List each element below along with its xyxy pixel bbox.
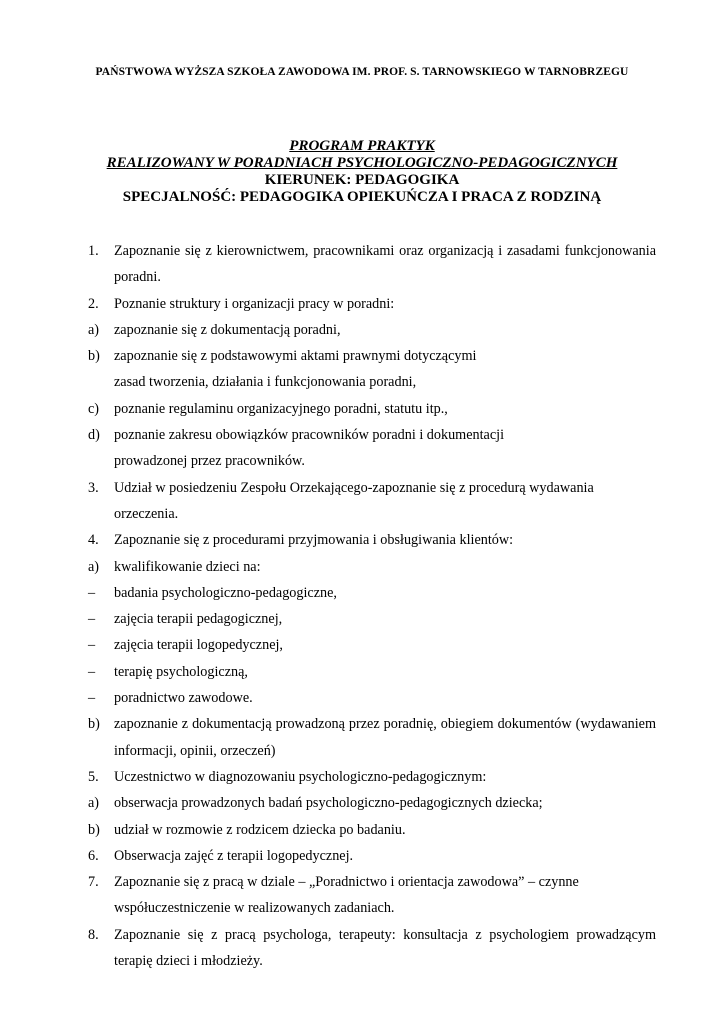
list-item <box>88 343 656 396</box>
title-program: PROGRAM PRAKTYK <box>289 138 435 154</box>
list-marker: d) <box>88 427 100 444</box>
list-item <box>88 580 656 606</box>
list-item-text: badania psychologiczno-pedagogiczne, <box>114 584 337 601</box>
list-item <box>88 659 656 685</box>
list-item <box>88 422 656 475</box>
list-item-text: poznanie zakresu obowiązków pracowników poradni i dokumentacji prowadzonej przez pracowników. <box>114 427 505 470</box>
list-item <box>88 475 656 528</box>
list-item <box>88 238 656 291</box>
list-item-text: Zapoznanie się z pracą psychologa, terapeuty: konsultacja z psychologiem prowadzącym terapię dzieci i młodzieży. <box>114 926 656 970</box>
list-marker: 2. <box>88 295 99 312</box>
list-marker: – <box>88 637 96 654</box>
list-item-text: zapoznanie się z podstawowymi aktami prawnymi dotyczącymi zasad tworzenia, działania i funkcjonowania poradni, <box>114 348 477 391</box>
list-item-text: Zapoznanie się z pracą w dziale – „Poradnictwo i orientacja zawodowa” – czynne współuczestniczenie w realizowanych zadaniach. <box>114 874 579 917</box>
list-item-text: poznanie regulaminu organizacyjnego poradni, statutu itp., <box>114 400 448 417</box>
list-item-text: Udział w posiedzeniu Zespołu Orzekającego-zapoznanie się z procedurą wydawania orzeczenia. <box>114 479 594 522</box>
list-item <box>88 396 656 422</box>
list-item <box>88 527 656 553</box>
list-marker: a) <box>88 558 100 575</box>
list-item <box>88 632 656 658</box>
list-item <box>88 764 656 790</box>
list-marker: – <box>88 611 96 628</box>
list-item <box>88 922 656 975</box>
institution-header: PAŃSTWOWA WYŻSZA SZKOŁA ZAWODOWA IM. PROF. S. TARNOWSKIEGO W TARNOBRZEGU <box>95 66 629 78</box>
list-marker: 3. <box>88 479 99 496</box>
list-marker: a) <box>88 795 100 812</box>
list-item-text: Uczestnictwo w diagnozowaniu psychologiczno-pedagogicznym: <box>114 768 487 785</box>
list-item-text: zapoznanie z dokumentacją prowadzoną przez poradnię, obiegiem dokumentów (wydawaniem informacji, opinii, orzeczeń) <box>114 716 656 759</box>
list-item-text: udział w rozmowie z rodzicem dziecka po badaniu. <box>114 821 406 838</box>
list-item-text: Poznanie struktury i organizacji pracy w poradni: <box>114 295 395 312</box>
list-item-text: zajęcia terapii pedagogicznej, <box>114 611 283 628</box>
list-marker: – <box>88 584 96 601</box>
document-title <box>0 138 724 206</box>
list-marker: b) <box>88 348 100 365</box>
list-item <box>88 790 656 816</box>
title-field: KIERUNEK: PEDAGOGIKA <box>264 172 460 188</box>
list-marker: 8. <box>88 926 99 943</box>
list-marker: 1. <box>88 243 99 259</box>
list-marker: 4. <box>88 532 99 549</box>
list-item <box>88 869 656 922</box>
list-marker: 5. <box>88 768 99 785</box>
list-marker: c) <box>88 400 100 417</box>
list-marker: b) <box>88 821 100 838</box>
list-item-text: Obserwacja zajęć z terapii logopedycznej. <box>114 847 354 864</box>
list-item-text: terapię psychologiczną, <box>114 663 248 680</box>
list-item <box>88 554 656 580</box>
list-item <box>88 606 656 632</box>
list-item <box>88 711 656 764</box>
list-marker: – <box>88 690 96 707</box>
list-item-text: Zapoznanie się z procedurami przyjmowania i obsługiwania klientów: <box>114 532 514 549</box>
list-item <box>88 685 656 711</box>
practice-program-list <box>88 238 656 974</box>
list-item <box>88 291 656 317</box>
list-marker: – <box>88 663 96 680</box>
list-item <box>88 843 656 869</box>
list-marker: a) <box>88 321 100 338</box>
list-item <box>88 817 656 843</box>
list-item-text: obserwacja prowadzonych badań psychologiczno-pedagogicznych dziecka; <box>114 795 543 812</box>
list-item-text: zapoznanie się z dokumentacją poradni, <box>114 321 341 338</box>
list-item-text: kwalifikowanie dzieci na: <box>114 558 261 575</box>
title-realized: REALIZOWANY W PORADNIACH PSYCHOLOGICZNO-PEDAGOGICZNYCH <box>106 155 618 171</box>
list-marker: b) <box>88 716 100 733</box>
list-item-text: zajęcia terapii logopedycznej, <box>114 637 283 654</box>
list-item <box>88 317 656 343</box>
list-marker: 7. <box>88 874 99 891</box>
list-item-text: Zapoznanie się z kierownictwem, pracownikami oraz organizacją i zasadami funkcjonowania poradni. <box>114 243 656 286</box>
list-marker: 6. <box>88 847 99 864</box>
list-item-text: poradnictwo zawodowe. <box>114 690 253 707</box>
title-specialization: SPECJALNOŚĆ: PEDAGOGIKA OPIEKUŃCZA I PRACA Z RODZINĄ <box>122 189 602 205</box>
